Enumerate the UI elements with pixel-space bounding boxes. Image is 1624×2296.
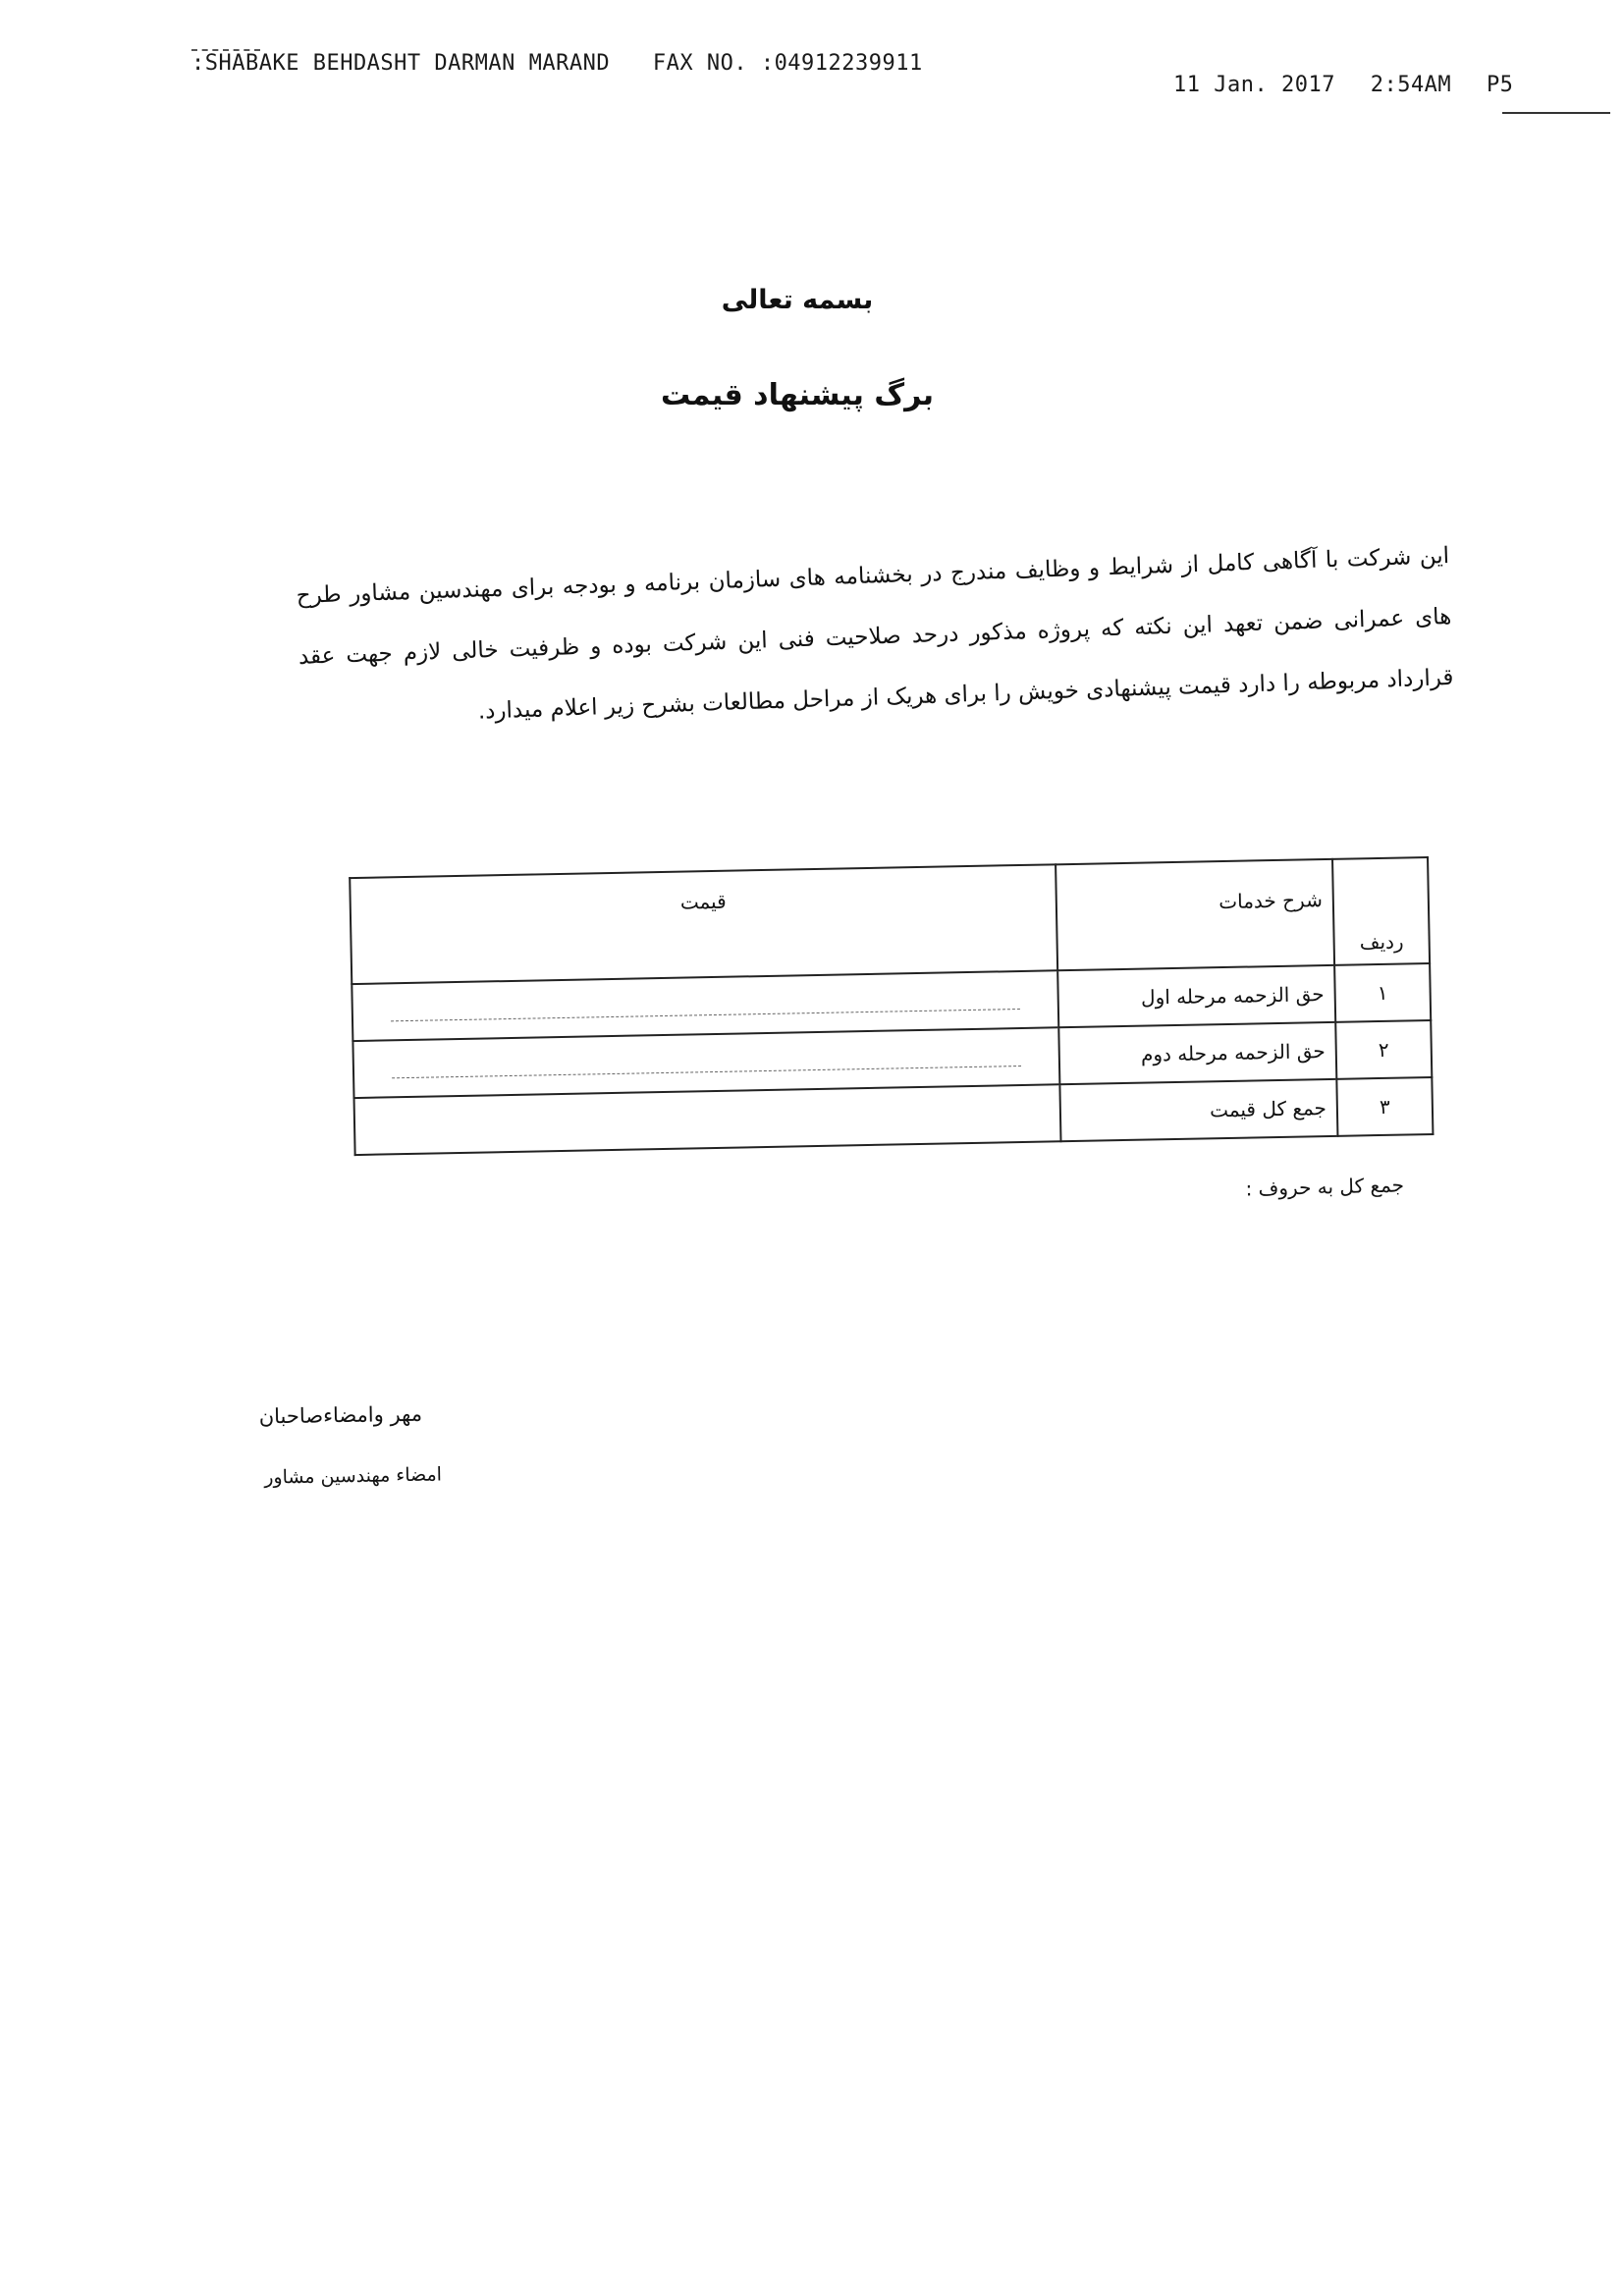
fax-sender: :SHABAKE BEHDASHT DARMAN MARAND — [191, 51, 611, 76]
table-header-row — [350, 857, 1430, 984]
price-table-wrapper — [349, 856, 1434, 1156]
header-description: شرح خدمات — [1056, 859, 1334, 970]
fax-page: P5 — [1486, 73, 1514, 97]
owners-signature-label: مهر وامضاءصاحبان — [258, 1401, 423, 1429]
row-number: ۱ — [1334, 963, 1431, 1022]
engineers-signature-label: امضاء مهندسین مشاور — [264, 1463, 443, 1489]
fax-header — [191, 51, 923, 76]
body-paragraph: این شرکت با آگاهی کامل از شرایط و وظایف مندرج در بخشنامه های سازمان برنامه و بودجه برای مهندسین مشاور طرح های عمرانی ضمن تعهد این نکته که پروژه مذکور درحد صلاحیت فنی این شرکت بوده و ظرفیت خالی لازم جهت عقد قرارداد مربوطه را دارد قیمت پیشنهادی خویش را برای هریک از مراحل مطالعات بشرح زیر اعلام میدارد. — [296, 542, 1454, 725]
row-price — [354, 1084, 1061, 1155]
row-description: حق الزحمه مرحله اول — [1057, 965, 1335, 1027]
fax-number: FAX NO. :04912239911 — [652, 51, 923, 76]
header-row-number: ردیف — [1332, 857, 1430, 965]
row-description: جمع کل قیمت — [1059, 1079, 1337, 1141]
invocation-heading: بسمه تعالی — [721, 285, 874, 315]
fax-date: 11 Jan. 2017 — [1173, 73, 1335, 97]
fax-time: 2:54AM — [1370, 73, 1452, 97]
row-number: ۲ — [1335, 1020, 1432, 1079]
total-in-words-label: جمع کل به حروف : — [1245, 1173, 1405, 1201]
row-number: ۳ — [1336, 1077, 1433, 1136]
price-blank-line — [391, 1009, 1020, 1021]
price-blank-line — [392, 1066, 1021, 1078]
document-title: برگ پیشنهاد قیمت — [660, 378, 935, 412]
header-price: قیمت — [350, 864, 1057, 984]
row-description: حق الزحمه مرحله دوم — [1058, 1022, 1336, 1084]
price-table — [349, 856, 1434, 1156]
fax-timestamp — [1173, 73, 1535, 97]
header-rule — [1502, 112, 1610, 114]
